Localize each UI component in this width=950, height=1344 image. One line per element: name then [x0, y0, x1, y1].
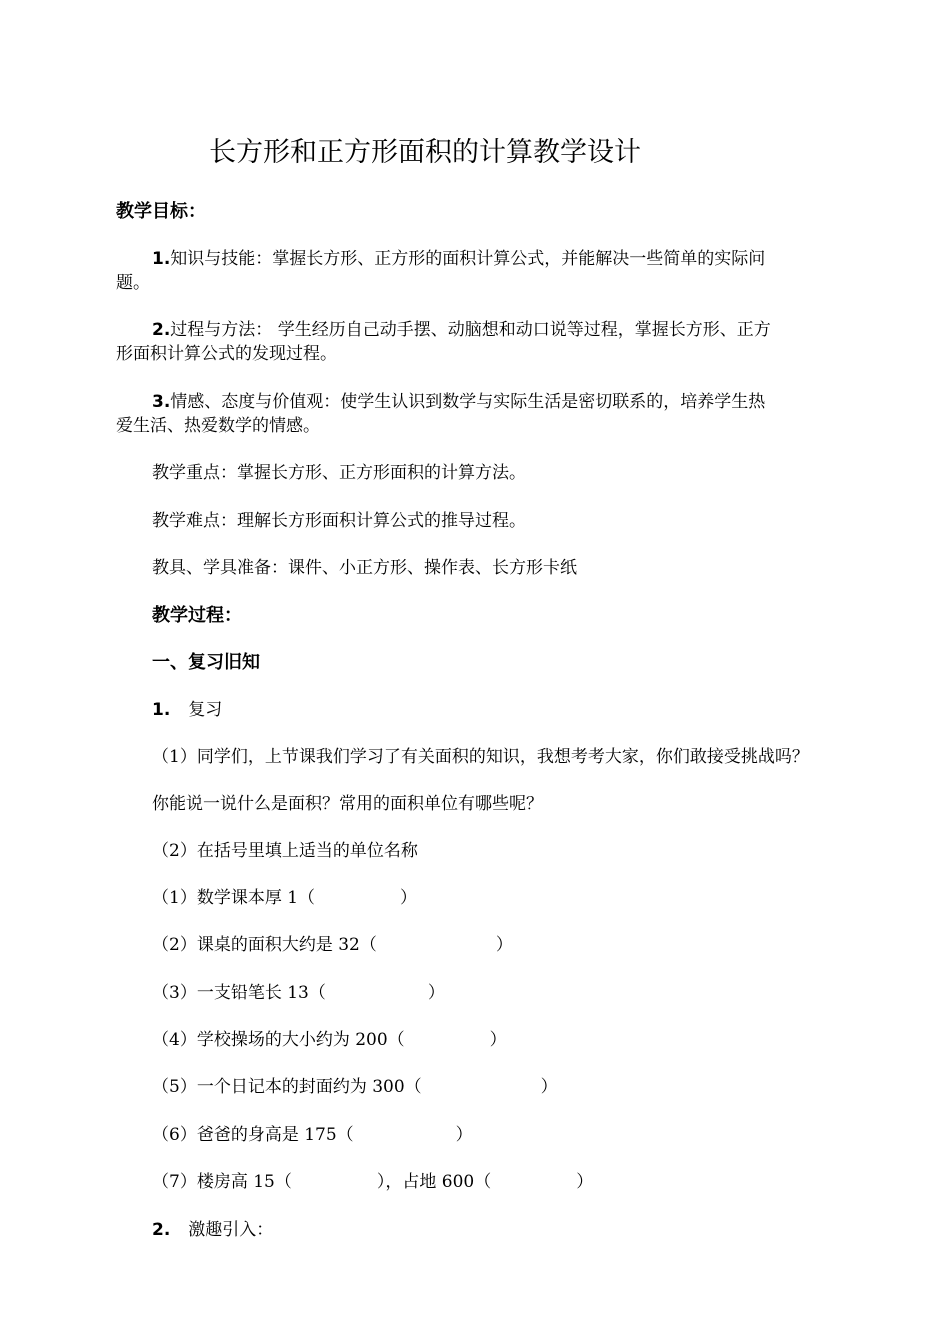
fill-item: （1）数学课本厚 1（ ） [152, 888, 418, 908]
materials: 教具、学具准备：课件、小正方形、操作表、长方形卡纸 [152, 558, 577, 578]
question2: （2）在括号里填上适当的单位名称 [152, 841, 418, 861]
fill-item: （6）爸爸的身高是 175（ ） [152, 1125, 473, 1145]
fill-item: （3）一支铅笔长 13（ ） [152, 983, 445, 1003]
objective-1-line1 [152, 247, 765, 271]
process-heading: 教学过程： [152, 605, 242, 626]
step1-number: 1. [152, 700, 171, 720]
section1-heading: 一、复习旧知 [152, 652, 260, 673]
objectives-heading: 教学目标： [116, 201, 206, 222]
fill-item: （4）学校操场的大小约为 200（ ） [152, 1030, 507, 1050]
objective-2-text: 过程与方法： 学生经历自己动手摆、动脑想和动口说等过程，掌握长方形、正方 [170, 320, 771, 340]
objective-1-line2: 题。 [116, 273, 150, 293]
objective-2-line1 [152, 318, 771, 342]
fill-item: （2）课桌的面积大约是 32（ ） [152, 935, 513, 955]
step2-number: 2. [152, 1220, 171, 1240]
step2 [152, 1218, 273, 1242]
fill-item: （7）楼房高 15（ ），占地 600（ ） [152, 1172, 594, 1192]
objective-3-number: 3. [152, 392, 171, 412]
objective-2-number: 2. [152, 320, 171, 340]
objective-3-line2: 爱生活、热爱数学的情感。 [116, 416, 320, 436]
document-title: 长方形和正方形面积的计算教学设计 [209, 137, 641, 168]
fill-item: （5）一个日记本的封面约为 300（ ） [152, 1077, 558, 1097]
objective-1-number: 1. [152, 249, 171, 269]
question1-line1: （1）同学们，上节课我们学习了有关面积的知识，我想考考大家，你们敢接受挑战吗？ [152, 747, 809, 767]
key-point: 教学重点：掌握长方形、正方形面积的计算方法。 [152, 463, 526, 483]
objective-1-text: 知识与技能：掌握长方形、正方形的面积计算公式，并能解决一些简单的实际问 [170, 249, 766, 269]
objective-3-line1 [152, 390, 765, 414]
step2-label: 激趣引入： [188, 1220, 274, 1240]
step1-label: 复习 [188, 700, 223, 720]
step1 [152, 698, 222, 722]
objective-3-text: 情感、态度与价值观：使学生认识到数学与实际生活是密切联系的，培养学生热 [170, 392, 766, 412]
question1-line2: 你能说一说什么是面积？常用的面积单位有哪些呢？ [152, 794, 543, 814]
objective-2-line2: 形面积计算公式的发现过程。 [116, 344, 337, 364]
difficulty: 教学难点：理解长方形面积计算公式的推导过程。 [152, 511, 526, 531]
